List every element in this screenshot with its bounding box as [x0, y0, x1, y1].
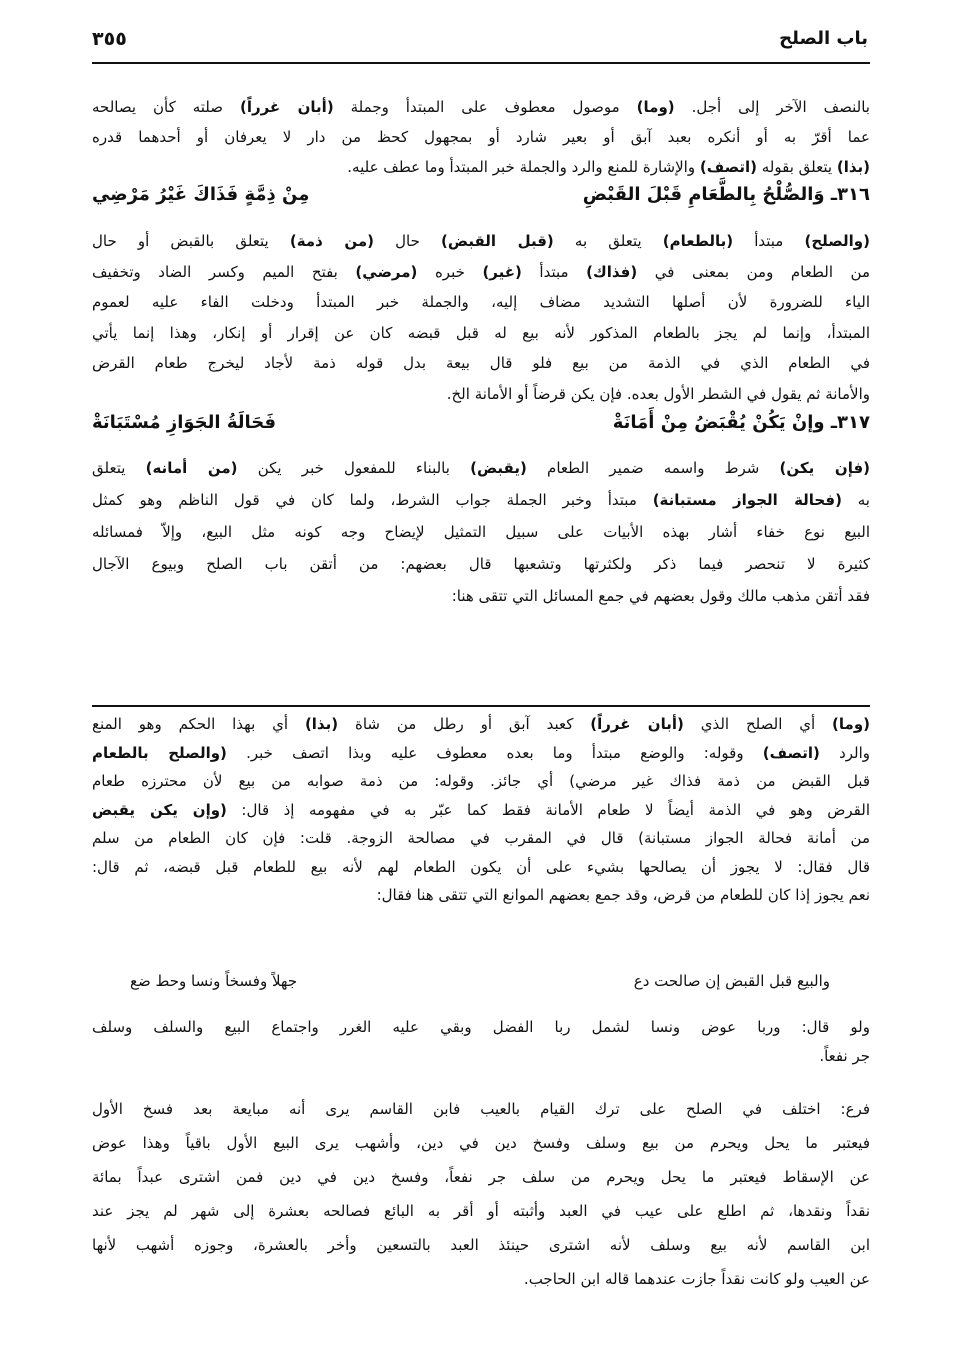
page-number: ٣٥٥	[92, 28, 127, 50]
text-line: فيعتبر ما يحل ويحرم من بيع وسلف وفسخ دين في دين، وأشهب يرى البيع الأول باقياً وهذا عوض	[92, 1134, 870, 1152]
text-line: (فإن يكن) شرط واسمه ضمير الطعام (يقبض) بالبناء للمفعول خبر يكن (من أمانه) يتعلق	[92, 459, 870, 477]
text-line: الياء للضرورة لأن أصلها التشديد مضاف إليه، والجملة خبر المبتدأ ودخلت الفاء عليه لعموم	[92, 293, 870, 311]
verse-second-hemistich: مِنْ ذِمَّةٍ فَذَاكَ غَيْرُ مَرْضِي	[92, 184, 310, 205]
verse-second-hemistich: جهلاً وفسخاً ونسا وحط ضع	[130, 972, 298, 990]
verse-first-hemistich: ٣١٧ـ وإنْ يَكُنْ يُقْبَضُ مِنْ أَمَانَةْ	[612, 412, 870, 433]
text-line: جر نفعاً.	[819, 1046, 870, 1065]
text-line: كثيرة لا تنحصر فيما ذكر ولكثرتها وتشعبها قال بعضهم: من أتقن باب الصلح وبيوع الآجال	[92, 555, 870, 573]
text-line: نعم يجوز إذا كان للطعام من قرض، وقد جمع بعضهم الموانع التي تتقى هنا فقال:	[376, 886, 870, 904]
text-line: قبل القبض من ذمة فذاك غير مرضي) أي جائز. وقوله: من ذمة صوابه من بيع لأن محترزه طعام	[92, 772, 870, 790]
text-line: من الطعام ومن بمعنى في (فذاك) مبتدأ (غير) خبره (مرضي) بفتح الميم وكسر الضاد وتخفيف	[92, 262, 870, 281]
page-header	[92, 28, 868, 58]
header-rule	[92, 62, 870, 64]
footnote-paragraph-2	[92, 1013, 870, 1070]
main-paragraph-3	[92, 452, 870, 612]
text-line: عن الإسقاط فيعتبر ما يحل ويحرم من سلف جر نفعاً، وفسخ دين في دين فمن اشترى عبداً بمائة	[92, 1168, 870, 1186]
main-paragraph-1	[92, 92, 870, 182]
text-line: (بذا) يتعلق بقوله (اتصف) والإشارة للمنع والرد والجملة خبر المبتدأ وما عطف عليه.	[347, 158, 870, 176]
footnote-verse	[130, 972, 830, 998]
text-line: عما أقرّ به أو أنكره بعبد آبق أو بعير شارد أو بمجهول كحظ من دار لا يعرفان أو أحدهما قدره	[92, 128, 870, 146]
text-line: عن العيب ولو كانت نقداً جازت عندهما قاله ابن الحاجب.	[523, 1270, 870, 1288]
text-line: القرض وهو في الذمة أيضاً لا طعام الأمانة فقط كما عبّر به في مفهومه إذ قال: (وإن يكن يقبض	[92, 800, 870, 819]
footnote-separator	[92, 705, 870, 707]
footnote-paragraph-3	[92, 1092, 870, 1296]
verse-first-hemistich: والبيع قبل القبض إن صالحت دع	[633, 972, 830, 990]
text-line: والرد (اتصف) وقوله: والوضع مبتدأ وما بعده معطوف عليه وبذا اتصف خبر. (والصلح بالطعام	[92, 743, 870, 762]
text-line: به (فحالة الجواز مستبانة) مبتدأ وخبر الجملة جواب الشرط، ولما كان في قول الناظم وهو كمثل	[92, 491, 870, 509]
text-line: (وما) أي الصلح الذي (أبان غرراً) كعبد آبق أو رطل من شاة (بذا) أي بهذا الحكم وهو المنع	[92, 715, 870, 733]
text-line: من أمانة فحالة الجواز مستبانة) قال في المقرب في مصالحة الزوجة. قلت: فإن كان الطعام من سلم	[92, 829, 870, 847]
text-line: (والصلح) مبتدأ (بالطعام) يتعلق به (قبل القبض) حال (من ذمة) يتعلق بالقبض أو حال	[92, 232, 870, 250]
text-line: المبتدأ، وإنما لم يجز بالطعام المذكور لأنه بيع له قبل قبضه كان عن إقرار أو إنكار، وهذا إنما يأتي	[92, 323, 870, 342]
verse-317	[92, 412, 870, 442]
text-line: فقد أتقن مذهب مالك وقول بعضهم في جمع المسائل التي تتقى هنا:	[451, 587, 870, 605]
text-line: ابن القاسم لأنه بيع وسلف لأنه اشترى حينئذ العبد بالتسعين وأخر بالعشرة، وجوزه أشهب لأنها	[92, 1236, 870, 1254]
chapter-title: باب الصلح	[779, 28, 868, 49]
verse-first-hemistich: ٣١٦ـ وَالصُّلْحُ بِالطَّعَامِ قَبْلَ القَبْضِ	[582, 184, 870, 205]
footnote-paragraph-1	[92, 710, 870, 910]
text-line: والأمانة ثم يقول في الشطر الأول بعده. فإن يكن قرضاً أو الأمانة الخ.	[446, 384, 870, 403]
text-line: فرع: اختلف في الصلح على ترك القيام بالعيب فابن القاسم يرى أنه مبايعة بعد فسخ الأول	[92, 1100, 870, 1118]
main-paragraph-2	[92, 226, 870, 409]
text-line: ولو قال: وربا عوض ونسا لشمل ربا الفضل وبقي عليه الغرر واجتماع البيع والسلف وسلف	[92, 1018, 870, 1036]
verse-316	[92, 184, 870, 214]
text-line: نقداً ونقدها، ثم اطلع على عيب في العبد وأثبته أو أقر به البائع فصالحه بعشرة إلى شهر لم يجز عند	[92, 1202, 870, 1220]
text-line: في الطعام الذي في الذمة من بيع فلو قال بيعة بدل قوله ذمة لأجاد ليخرج طعام القرض	[92, 354, 870, 372]
verse-second-hemistich: فَحَالَةُ الجَوَازِ مُسْتَبَانَةْ	[92, 412, 277, 433]
text-line: بالنصف الآخر إلى أجل. (وما) موصول معطوف على المبتدأ وجملة (أبان غرراً) صلته كأن يصالحه	[92, 98, 870, 116]
text-line: البيع نوع خفاء أشار بهذه الأبيات على سبيل التمثيل لإيضاح وجه كونه مثل البيع، وإلاّ فمسائله	[92, 523, 870, 541]
text-line: قال فقال: لا يجوز أن يصالحها بشيء على أن يكون الطعام لهم لأنه بيع للطعام قبل قبضه، ثم قال:	[92, 857, 870, 876]
